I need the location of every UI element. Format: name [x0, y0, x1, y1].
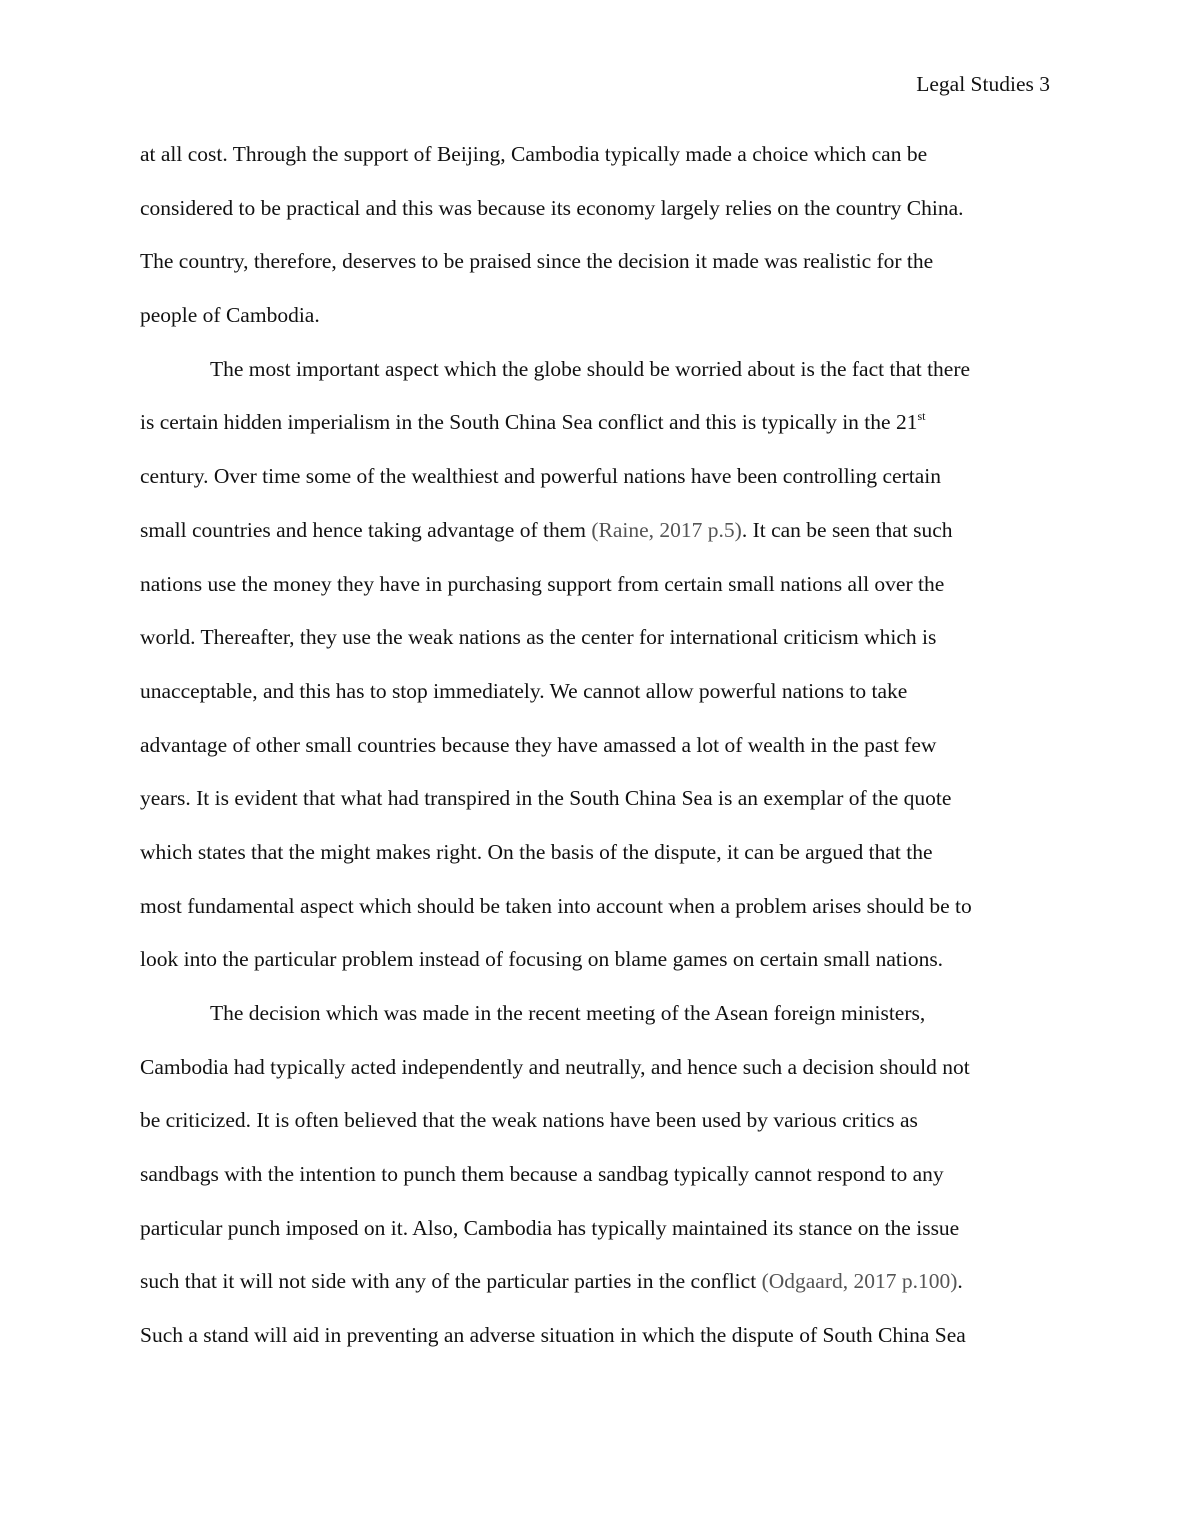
text-line: advantage of other small countries because they have amassed a lot of wealth in the past few [140, 732, 937, 757]
paragraph-start-line: The most important aspect which the globe should be worried about is the fact that there [210, 356, 971, 381]
text-line: which states that the might makes right. On the basis of the dispute, it can be argued that the [140, 839, 933, 864]
citation: (Odgaard, 2017 p.100) [761, 1269, 958, 1294]
text-line: The country, therefore, deserves to be praised since the decision it made was realistic for the [140, 249, 934, 274]
text-line: particular punch imposed on it. Also, Cambodia has typically maintained its stance on the issue [140, 1215, 960, 1240]
text-line: century. Over time some of the wealthiest and powerful nations have been controlling certain [140, 464, 942, 489]
text-span: . It can be seen that such [741, 517, 953, 542]
text-line: people of Cambodia. [140, 303, 320, 328]
text-line: be criticized. It is often believed that the weak nations have been used by various critics as [140, 1108, 918, 1133]
running-head: Legal Studies 3 [916, 72, 1050, 96]
text-line: at all cost. Through the support of Beijing, Cambodia typically made a choice which can be [140, 142, 928, 166]
text-line: world. Thereafter, they use the weak nations as the center for international criticism which is [140, 625, 937, 650]
text-line: nations use the money they have in purchasing support from certain small nations all over the [140, 571, 945, 596]
text-line: Such a stand will aid in preventing an adverse situation in which the dispute of South China Sea [140, 1323, 966, 1348]
text-span: is certain hidden imperialism in the South China Sea conflict and this is typically in the 21 [140, 410, 918, 435]
text-span: small countries and hence taking advantage of them [140, 517, 592, 542]
text-line [140, 1261, 1050, 1315]
text-line: sandbags with the intention to punch them because a sandbag typically cannot respond to any [140, 1162, 944, 1187]
citation: (Raine, 2017 p.5) [591, 517, 742, 542]
text-line: years. It is evident that what had transpired in the South China Sea is an exemplar of the quote [140, 786, 952, 811]
text-line: unacceptable, and this has to stop immediately. We cannot allow powerful nations to take [140, 678, 908, 703]
text-line: Cambodia had typically acted independently and neutrally, and hence such a decision should not [140, 1054, 970, 1079]
text-line: look into the particular problem instead of focusing on blame games on certain small nations. [140, 947, 944, 972]
text-span: . [957, 1269, 963, 1294]
text-line [140, 402, 1050, 456]
text-line [140, 510, 1050, 564]
ordinal-superscript: st [917, 409, 926, 424]
paragraph-start-line: The decision which was made in the recent meeting of the Asean foreign ministers, [210, 1001, 926, 1025]
text-line: considered to be practical and this was because its economy largely relies on the country China. [140, 195, 964, 220]
body-text [140, 134, 1050, 1369]
text-span: such that it will not side with any of the particular parties in the conflict [140, 1269, 762, 1294]
text-line: most fundamental aspect which should be taken into account when a problem arises should be to [140, 893, 972, 918]
